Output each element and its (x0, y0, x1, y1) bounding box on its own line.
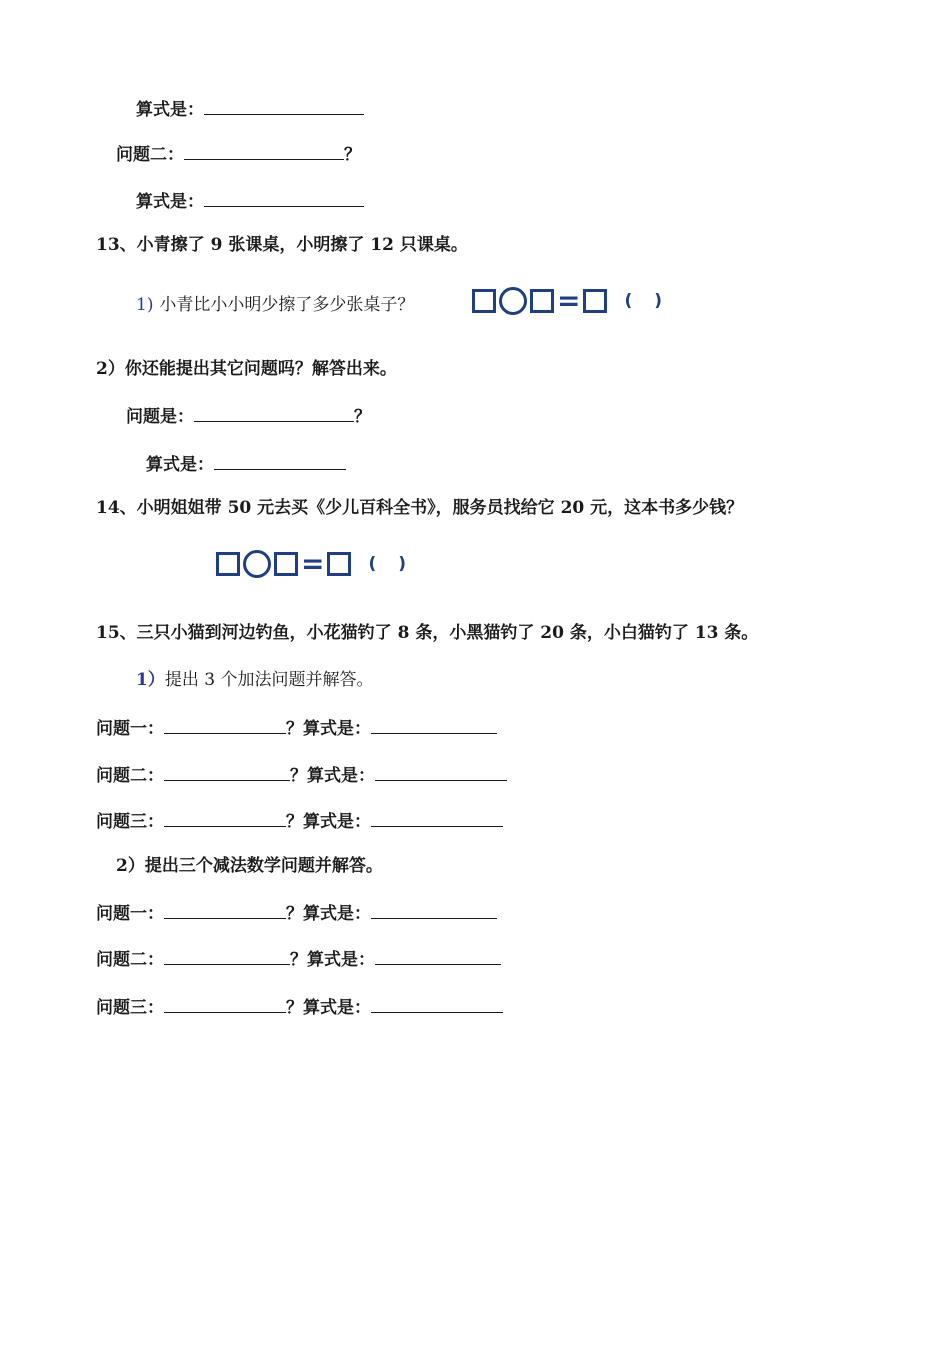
q15-part2: 2）提出三个减法数学问题并解答。 (116, 856, 383, 876)
answer-blank[interactable] (371, 994, 503, 1013)
answer-blank[interactable] (194, 403, 354, 422)
q15-sub-row (96, 946, 501, 970)
answer-blank[interactable] (164, 994, 286, 1013)
question-mark: ？ (344, 145, 361, 165)
formula-line-1 (136, 96, 364, 120)
problem-label: 问题三： (96, 812, 164, 832)
box-icon[interactable] (327, 552, 351, 576)
formula-label: ？算式是： (290, 766, 375, 786)
q15-part1-text: 提出 3 个加法问题并解答。 (164, 670, 374, 690)
answer-blank[interactable] (184, 141, 344, 160)
box-icon[interactable] (530, 289, 554, 313)
answer-blank[interactable] (204, 188, 364, 207)
q15-add-row (96, 762, 507, 786)
q15-stem: 15、三只小猫到河边钓鱼，小花猫钓了 8 条，小黑猫钓了 20 条，小白猫钓了 13 条。 (96, 623, 759, 643)
q13-formula-line (146, 451, 346, 475)
q13-equation-template (472, 284, 663, 317)
circle-operator-icon[interactable] (499, 287, 527, 315)
problem-label: 问题一： (96, 719, 164, 739)
answer-blank[interactable] (164, 715, 286, 734)
answer-blank[interactable] (214, 451, 346, 470)
formula-label: ？算式是： (286, 904, 371, 924)
formula-label: ？算式是： (286, 812, 371, 832)
problem-label: 问题二： (96, 950, 164, 970)
problem-label: 问题一： (96, 904, 164, 924)
problem-label: 问题是： (126, 407, 194, 427)
q15-part1 (136, 668, 373, 692)
q15-add-row (96, 715, 497, 739)
box-icon[interactable] (274, 552, 298, 576)
problem-label: 问题二： (96, 766, 164, 786)
box-icon[interactable] (216, 552, 240, 576)
answer-blank[interactable] (371, 900, 497, 919)
q13-stem: 13、小青擦了 9 张课桌，小明擦了 12 只课桌。 (96, 235, 468, 255)
answer-blank[interactable] (375, 762, 507, 781)
box-icon[interactable] (472, 289, 496, 313)
q13-problem-line (126, 403, 371, 427)
answer-blank[interactable] (164, 900, 286, 919)
circle-operator-icon[interactable] (243, 550, 271, 578)
answer-blank[interactable] (371, 715, 497, 734)
unit-paren[interactable]: ( ) (368, 554, 407, 574)
q13-part1 (136, 293, 414, 317)
q15-sub-row (96, 900, 497, 924)
answer-blank[interactable] (164, 946, 290, 965)
formula-label: 算式是： (136, 100, 204, 120)
q13-part1-number: 1) (136, 295, 154, 315)
formula-line-2 (136, 188, 364, 212)
answer-blank[interactable] (204, 96, 364, 115)
equals-sign: = (301, 547, 325, 580)
problem-two-line (116, 141, 361, 165)
formula-label: 算式是： (146, 455, 214, 475)
question-mark: ？ (354, 407, 371, 427)
q15-add-row (96, 808, 503, 832)
formula-label: ？算式是： (286, 719, 371, 739)
answer-blank[interactable] (164, 808, 286, 827)
problem-label: 问题三： (96, 998, 164, 1018)
answer-blank[interactable] (164, 762, 290, 781)
unit-paren[interactable]: ( ) (624, 291, 663, 311)
q14-stem: 14、小明姐姐带 50 元去买《少儿百科全书》，服务员找给它 20 元，这本书多少钱？ (96, 498, 744, 518)
formula-label: ？算式是： (290, 950, 375, 970)
formula-label: ？算式是： (286, 998, 371, 1018)
formula-label: 算式是： (136, 192, 204, 212)
answer-blank[interactable] (371, 808, 503, 827)
q15-part1-number: 1） (136, 670, 165, 690)
answer-blank[interactable] (375, 946, 501, 965)
q15-sub-row (96, 994, 503, 1018)
box-icon[interactable] (583, 289, 607, 313)
q13-part2: 2）你还能提出其它问题吗？解答出来。 (96, 359, 397, 379)
q14-equation-template (216, 547, 407, 580)
problem-label: 问题二： (116, 145, 184, 165)
q13-part1-text: 小青比小小明少擦了多少张桌子？ (159, 295, 415, 315)
equals-sign: = (557, 284, 581, 317)
